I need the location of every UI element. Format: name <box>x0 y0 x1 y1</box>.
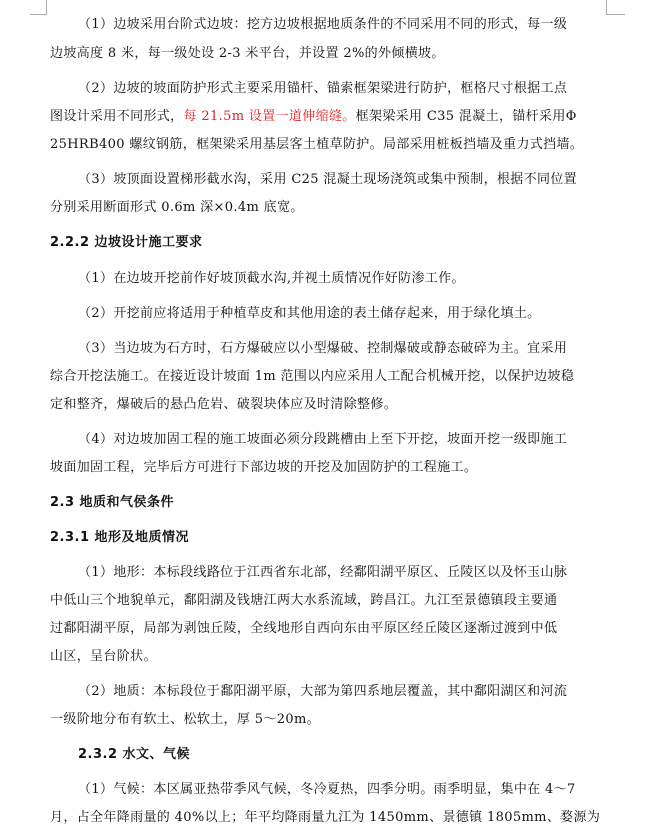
paragraph-line: （2）开挖前应将适用于种植草皮和其他用途的表土储存起来，用于绿化填土。 <box>78 306 541 321</box>
paragraph-line: （1）边坡采用台阶式边坡：挖方边坡根据地质条件的不同采用不同的形式，每一级 <box>78 17 568 32</box>
section-heading: 2.3 地质和气侯条件 <box>50 495 175 510</box>
paragraph-line: （4）对边坡加固工程的施工坡面必须分段跳槽由上至下开挖，坡面开挖一级即施工 <box>78 432 568 447</box>
paragraph-line: 定和整齐，爆破后的悬凸危岩、破裂块体应及时清除整修。 <box>50 397 398 412</box>
paragraph-line: 综合开挖法施工。在接近设计坡面 1m 范围以内应采用人工配合机械开挖，以保护边坡稳 <box>50 369 575 384</box>
paragraph-line: 坡面加固工程，完毕后方可进行下部边坡的开挖及加固防护的工程施工。 <box>50 460 478 475</box>
paragraph-line: 月，占全年降雨量的 40%以上；年平均降雨量九江为 1450mm、景德镇 1805mm、婺源为 <box>50 810 601 825</box>
highlighted-text: 每 21.5m 设置一道伸缩缝。 <box>183 109 356 124</box>
paragraph-line: 分别采用断面形式 0.6m 深×0.4m 底宽。 <box>50 200 304 215</box>
paragraph-line: 山区，呈台阶状。 <box>50 649 157 664</box>
text-span: 图设计采用不同形式， <box>50 109 184 124</box>
paragraph-line: 中低山三个地貌单元，鄱阳湖及钱塘江两大水系流域，跨昌江。九江至景德镇段主要通 <box>50 593 558 608</box>
section-heading: 2.3.2 水文、气候 <box>78 747 191 762</box>
paragraph-line: 一级阶地分布有软土、松软土，厚 5～20m。 <box>50 712 320 727</box>
paragraph-line: （2）地质：本标段位于鄱阳湖平原，大部为第四系地层覆盖，其中鄱阳湖区和河流 <box>78 684 568 699</box>
paragraph-line: （3）坡顶面设置梯形截水沟，采用 C25 混凝土现场浇筑或集中预制，根据不同位置 <box>78 172 578 187</box>
paragraph-line: （1）地形：本标段线路位于江西省东北部，经鄱阳湖平原区、丘陵区以及怀玉山脉 <box>78 565 568 580</box>
paragraph-line: 过鄱阳湖平原，局部为剥蚀丘陵，全线地形自西向东由平原区经丘陵区逐渐过渡到中低 <box>50 621 558 636</box>
text-span: 框架梁采用 C35 混凝土，锚杆采用Φ <box>355 109 577 124</box>
page-corner-mark-right <box>606 0 625 15</box>
paragraph-line: （1）在边坡开挖前作好坡顶截水沟,并视土质情况作好防渗工作。 <box>78 271 465 286</box>
paragraph-line <box>50 108 610 126</box>
page-corner-mark-left <box>30 0 47 15</box>
paragraph-line: （1）气候：本区属亚热带季风气候，冬冷夏热，四季分明。雨季明显，集中在 4～7 <box>78 782 576 797</box>
paragraph-line: （2）边坡的坡面防护形式主要采用锚杆、锚索框架梁进行防护，框格尺寸根据工点 <box>78 81 568 96</box>
section-heading: 2.2.2 边坡设计施工要求 <box>50 235 203 250</box>
paragraph-line: 边坡高度 8 米，每一级处设 2-3 米平台，并设置 2%的外倾横坡。 <box>50 46 445 61</box>
paragraph-line: 25HRB400 螺纹钢筋，框架梁采用基层客土植草防护。局部采用桩板挡墙及重力式挡墙。 <box>50 137 584 152</box>
paragraph-line: （3）当边坡为石方时，石方爆破应以小型爆破、控制爆破或静态破碎为主。宜采用 <box>78 341 568 356</box>
section-heading: 2.3.1 地形及地质情况 <box>50 530 190 545</box>
